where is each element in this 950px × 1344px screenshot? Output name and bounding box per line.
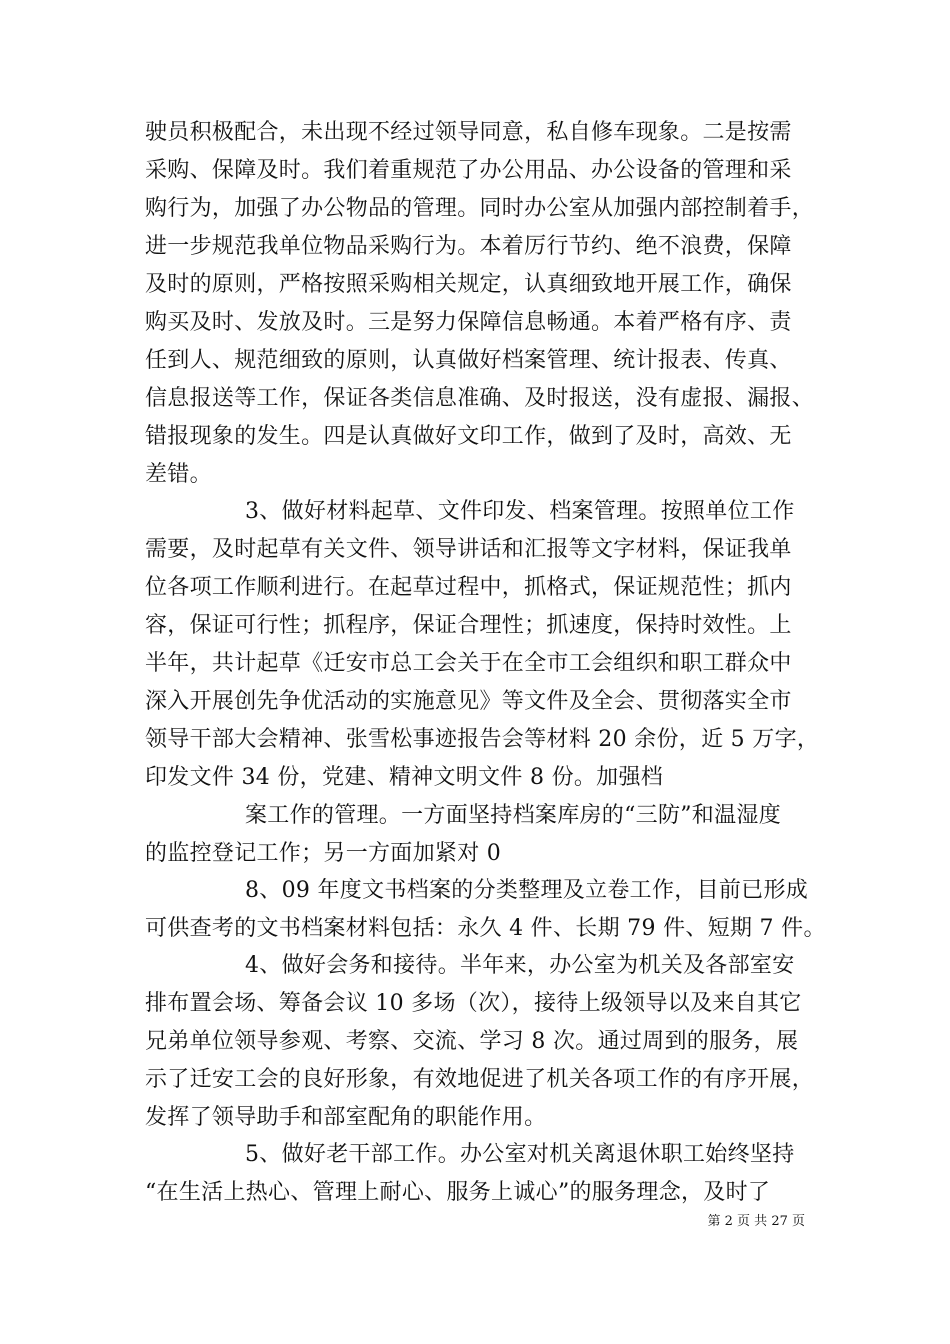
- page-number-footer: 第 2 页 共 27 页: [707, 1214, 805, 1229]
- text-line: 深入开展创先争优活动的实施意见》等文件及全会、贯彻落实全市: [145, 689, 792, 714]
- text-line: 进一步规范我单位物品采购行为。本着厉行节约、绝不浪费，保障: [145, 234, 792, 259]
- text-line: 排布置会场、筹备会议 10 多场（次），接待上级领导以及来自其它: [145, 991, 802, 1016]
- paragraph-heading-3: 3、做好材料起草、文件印发、档案管理。按照单位工作: [245, 499, 795, 524]
- text-line: 容，保证可行性；抓程序，保证合理性；抓速度，保持时效性。上: [145, 613, 792, 638]
- paragraph-heading-5: 5、做好老干部工作。办公室对机关离退休职工始终坚持: [245, 1142, 795, 1167]
- text-line: 的监控登记工作；另一方面加紧对 0: [145, 841, 502, 866]
- text-line: 兄弟单位领导参观、考察、交流、学习 8 次。通过周到的服务，展: [145, 1029, 799, 1054]
- text-line: 驶员积极配合，未出现不经过领导同意，私自修车现象。二是按需: [145, 120, 792, 145]
- text-line: 位各项工作顺利进行。在起草过程中，抓格式，保证规范性；抓内: [145, 575, 792, 600]
- text-line: 购行为，加强了办公物品的管理。同时办公室从加强内部控制着手，: [145, 196, 815, 221]
- text-line: 可供查考的文书档案材料包括：永久 4 件、长期 79 件、短期 7 件。: [145, 916, 826, 941]
- text-line: 信息报送等工作，保证各类信息准确、及时报送，没有虚报、漏报、: [145, 386, 815, 411]
- text-line: 购买及时、发放及时。三是努力保障信息畅通。本着严格有序、责: [145, 310, 792, 335]
- text-line: 错报现象的发生。四是认真做好文印工作，做到了及时，高效、无: [145, 424, 792, 449]
- text-line: 发挥了领导助手和部室配角的职能作用。: [145, 1105, 547, 1130]
- text-line: 印发文件 34 份，党建、精神文明文件 8 份。加强档: [145, 765, 664, 790]
- text-line: 任到人、规范细致的原则，认真做好档案管理、统计报表、传真、: [145, 348, 792, 373]
- text-line: 差错。: [145, 462, 212, 487]
- text-line: 及时的原则，严格按照采购相关规定，认真细致地开展工作，确保: [145, 272, 792, 297]
- text-line: 采购、保障及时。我们着重规范了办公用品、办公设备的管理和采: [145, 158, 792, 183]
- text-line: 需要，及时起草有关文件、领导讲话和汇报等文字材料，保证我单: [145, 537, 792, 562]
- paragraph-heading-4: 4、做好会务和接待。半年来，办公室为机关及各部室安: [245, 953, 795, 978]
- text-line: 半年，共计起草《迁安市总工会关于在全市工会组织和职工群众中: [145, 651, 792, 676]
- text-line: “在生活上热心、管理上耐心、服务上诚心”的服务理念，及时了: [145, 1180, 771, 1205]
- text-line: 示了迁安工会的良好形象，有效地促进了机关各项工作的有序开展，: [145, 1067, 815, 1092]
- text-line-indented: 案工作的管理。一方面坚持档案库房的“三防”和温湿度: [245, 803, 781, 828]
- text-line: 领导干部大会精神、张雪松事迹报告会等材料 20 余份，近 5 万字，: [145, 727, 820, 752]
- text-line-indented: 8、09 年度文书档案的分类整理及立卷工作，目前已形成: [245, 878, 809, 903]
